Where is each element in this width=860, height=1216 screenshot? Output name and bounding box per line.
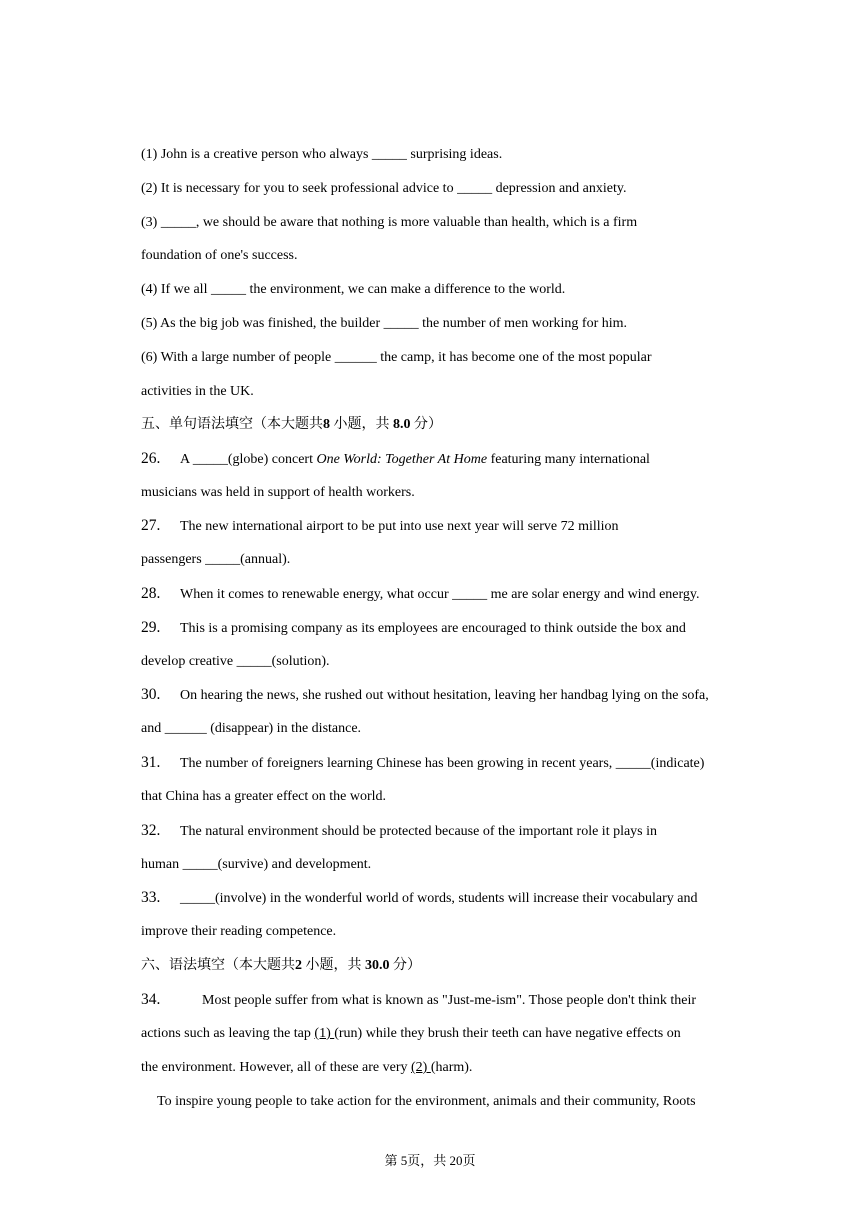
question-27: 27. The new international airport to be put into use next year will serve 72 million xyxy=(141,517,619,534)
s4-line-3: (3) _____, we should be aware that nothing is more valuable than health, which is a firm xyxy=(141,215,638,230)
question-30-cont: and ______ (disappear) in the distance. xyxy=(141,721,362,736)
section-6-heading: 六、语法填空（本大题共2 小题，共 30.0 分） xyxy=(141,958,421,973)
question-29-cont: develop creative _____(solution). xyxy=(141,654,330,669)
question-27-cont: passengers _____(annual). xyxy=(141,552,291,567)
question-28: 28. When it comes to renewable energy, what occur _____ me are solar energy and wind energy. xyxy=(141,585,700,602)
section-5-heading: 五、单句语法填空（本大题共8 小题，共 8.0 分） xyxy=(141,417,442,432)
question-34-line-3: the environment. However, all of these are very (2) (harm). xyxy=(141,1060,473,1075)
question-33-cont: improve their reading competence. xyxy=(141,924,337,939)
question-34-line-2: actions such as leaving the tap (1) (run) while they brush their teeth can have negative effects on xyxy=(141,1026,681,1041)
question-number: 32. xyxy=(141,822,161,839)
question-33: 33. _____(involve) in the wonderful world of words, students will increase their vocabulary and xyxy=(141,889,698,906)
question-number: 30. xyxy=(141,686,161,703)
question-number: 29. xyxy=(141,619,161,636)
blank-2: (2) xyxy=(411,1060,431,1075)
blank-1: (1) xyxy=(314,1026,335,1041)
question-30: 30. On hearing the news, she rushed out without hesitation, leaving her handbag lying on the sofa, xyxy=(141,686,709,703)
s4-line-1: (1) John is a creative person who always _____ surprising ideas. xyxy=(141,147,503,162)
s4-line-8: activities in the UK. xyxy=(141,384,254,399)
s4-line-6: (5) As the big job was finished, the builder _____ the number of men working for him. xyxy=(141,316,628,331)
question-26: 26. A _____(globe) concert One World: Together At Home featuring many international xyxy=(141,450,650,467)
question-34-line-4: To inspire young people to take action for the environment, animals and their community, Roots xyxy=(157,1094,696,1109)
question-29: 29. This is a promising company as its employees are encouraged to think outside the box and xyxy=(141,619,686,636)
question-number: 26. xyxy=(141,450,161,467)
question-32-cont: human _____(survive) and development. xyxy=(141,857,372,872)
s4-line-2: (2) It is necessary for you to seek professional advice to _____ depression and anxiety. xyxy=(141,181,627,196)
question-31-cont: that China has a greater effect on the world. xyxy=(141,789,387,804)
question-number: 33. xyxy=(141,889,161,906)
question-32: 32. The natural environment should be protected because of the important role it plays in xyxy=(141,822,658,839)
s4-line-5: (4) If we all _____ the environment, we can make a difference to the world. xyxy=(141,282,566,297)
s4-line-4: foundation of one's success. xyxy=(141,248,298,263)
s4-line-7: (6) With a large number of people ______ the camp, it has become one of the most popular xyxy=(141,350,652,365)
question-34: 34. Most people suffer from what is known as "Just-me-ism". Those people don't think their xyxy=(141,991,697,1008)
question-26-cont: musicians was held in support of health workers. xyxy=(141,485,415,500)
page-footer: 第 5页，共 20页 xyxy=(384,1153,476,1168)
question-31: 31. The number of foreigners learning Chinese has been growing in recent years, _____(indicate) xyxy=(141,754,705,771)
question-number: 31. xyxy=(141,754,161,771)
question-number: 28. xyxy=(141,585,161,602)
question-number: 27. xyxy=(141,517,161,534)
question-number: 34. xyxy=(141,991,161,1008)
